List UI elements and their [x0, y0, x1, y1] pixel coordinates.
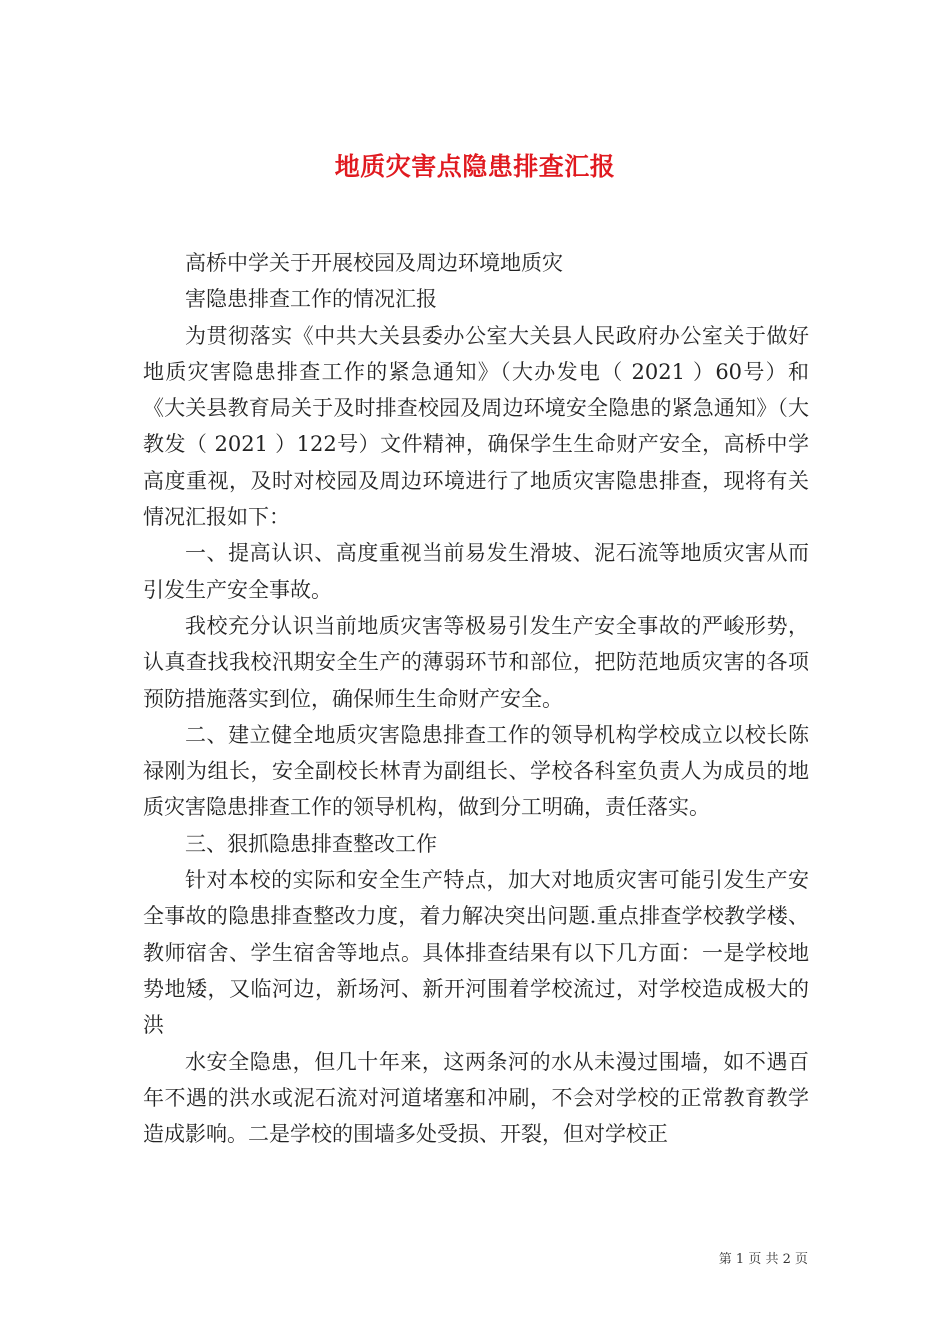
- paragraph: 高桥中学关于开展校园及周边环境地质灾: [185, 251, 563, 275]
- paragraph: 害隐患排查工作的情况汇报: [185, 287, 437, 312]
- paragraph: 二、建立健全地质灾害隐患排查工作的领导机构学校成立以校长陈禄刚为组长，安全副校长林青为副组长、学校各科室负责人为成员的地质灾害隐患排查工作的领导机构，做到分工明确，责任落实。: [143, 722, 809, 820]
- paragraph: 一、提高认识、高度重视当前易发生滑坡、泥石流等地质灾害从而引发生产安全事故。: [143, 541, 809, 602]
- document-body: [143, 245, 809, 1152]
- paragraph: 针对本校的实际和安全生产特点，加大对地质灾害可能引发生产安全事故的隐患排查整改力度，着力解决突出问题.重点排查学校教学楼、教师宿舍、学生宿舍等地点。具体排查结果有以下几方面：一是学校地势地矮，又临河边，新场河、新开河围着学校流过，对学校造成极大的洪: [143, 868, 809, 1038]
- paragraph: 为贯彻落实《中共大关县委办公室大关县人民政府办公室关于做好地质灾害隐患排查工作的紧急通知》（大办发电（ 2021 ）60号）和《大关县教育局关于及时排查校园及周边环境安全隐患的紧急通知》（大教发（ 2021 ）122号）文件精神，确保学生生命财产安全，高桥中学高度重视，及时对校园及周边环境进行了地质灾害隐患排查，现将有关情况汇报如下：: [143, 323, 809, 530]
- paragraph: 我校充分认识当前地质灾害等极易引发生产安全事故的严峻形势，认真查找我校汛期安全生产的薄弱环节和部位，把防范地质灾害的各项预防措施落实到位，确保师生生命财产安全。: [143, 613, 809, 711]
- page-title: 地质灾害点隐患排查汇报: [334, 151, 616, 181]
- paragraph: 三、狠抓隐患排查整改工作: [185, 831, 437, 856]
- paragraph: 水安全隐患，但几十年来，这两条河的水从未漫过围墙，如不遇百年不遇的洪水或泥石流对河道堵塞和冲刷，不会对学校的正常教育教学造成影响。二是学校的围墙多处受损、开裂，但对学校正: [143, 1049, 809, 1147]
- page-number-footer: 第 1 页 共 2 页: [718, 1252, 808, 1267]
